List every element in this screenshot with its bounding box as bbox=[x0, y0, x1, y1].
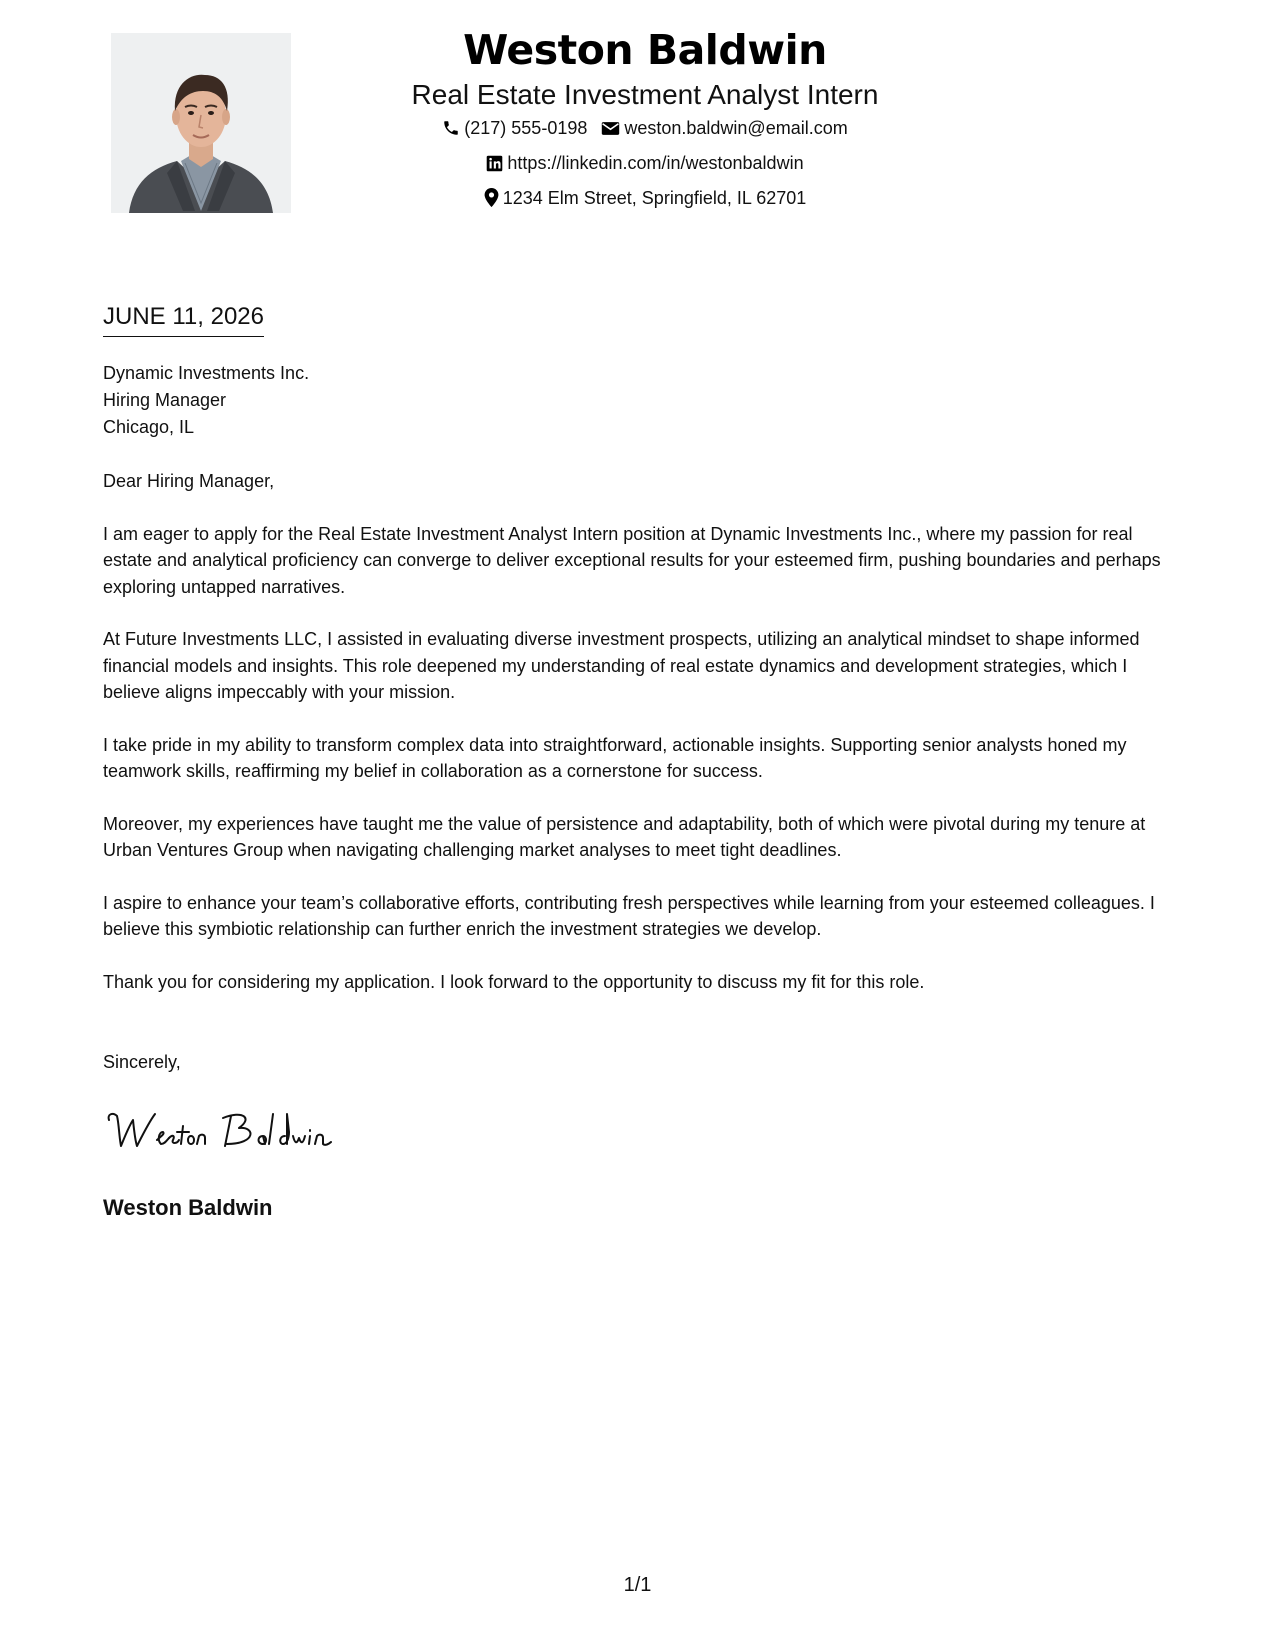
signer-name: Weston Baldwin bbox=[103, 1195, 273, 1220]
phone-icon bbox=[442, 115, 460, 147]
closing: Sincerely, bbox=[103, 1052, 181, 1072]
contact-line-address bbox=[300, 182, 990, 217]
candidate-name: Weston Baldwin bbox=[463, 26, 827, 74]
body-paragraph: I am eager to apply for the Real Estate Investment Analyst Intern position at Dynamic Investments Inc., where my passion for real estate and analytical proficiency can converge to deliver exceptional results for your esteemed firm, pushing boundaries and perhaps exploring untapped narratives. bbox=[103, 523, 1161, 597]
profile-photo bbox=[111, 33, 291, 213]
letter-date: JUNE 11, 2026 bbox=[103, 300, 264, 337]
phone-number: (217) 555-0198 bbox=[464, 118, 588, 138]
body-paragraph: I aspire to enhance your team’s collaborative efforts, contributing fresh perspectives while learning from your esteemed colleagues. I believe this symbiotic relationship can further enrich the investment strategies we develop. bbox=[103, 892, 1155, 939]
body-paragraph: I take pride in my ability to transform complex data into straightforward, actionable insights. Supporting senior analysts honed my teamwork skills, reaffirming my belief in collaboration as a cornerstone for success. bbox=[103, 734, 1127, 781]
body-paragraph: Moreover, my experiences have taught me the value of persistence and adaptability, both of which were pivotal during my tenure at Urban Ventures Group when navigating challenging market analyses to meet tight deadlines. bbox=[103, 813, 1146, 860]
body-paragraph: Thank you for considering my application. I look forward to the opportunity to discuss my fit for this role. bbox=[103, 971, 925, 992]
recipient-role: Hiring Manager bbox=[103, 390, 227, 410]
recipient-location: Chicago, IL bbox=[103, 417, 195, 437]
handwritten-signature bbox=[103, 1106, 373, 1156]
job-title: Real Estate Investment Analyst Intern bbox=[411, 79, 879, 110]
envelope-icon bbox=[601, 115, 620, 147]
linkedin-icon bbox=[486, 150, 503, 182]
email-address: weston.baldwin@email.com bbox=[624, 118, 848, 138]
street-address: 1234 Elm Street, Springfield, IL 62701 bbox=[502, 188, 807, 208]
recipient-company: Dynamic Investments Inc. bbox=[103, 363, 310, 383]
salutation: Dear Hiring Manager, bbox=[103, 471, 275, 491]
letter-body bbox=[103, 468, 1183, 1021]
header bbox=[300, 22, 990, 217]
body-paragraph: At Future Investments LLC, I assisted in evaluating diverse investment prospects, utilizing an analytical mindset to shape informed financial models and insights. This role deepened my understanding of real estate dynamics and development strategies, which I believe aligns impeccably with your mission. bbox=[103, 629, 1140, 702]
map-pin-icon bbox=[484, 185, 499, 217]
contact-line-primary bbox=[300, 112, 990, 147]
page-indicator: 1/1 bbox=[623, 1574, 652, 1596]
linkedin-url: https://linkedin.com/in/westonbaldwin bbox=[507, 153, 804, 173]
recipient-block bbox=[103, 360, 309, 441]
contact-line-linkedin bbox=[300, 147, 990, 182]
